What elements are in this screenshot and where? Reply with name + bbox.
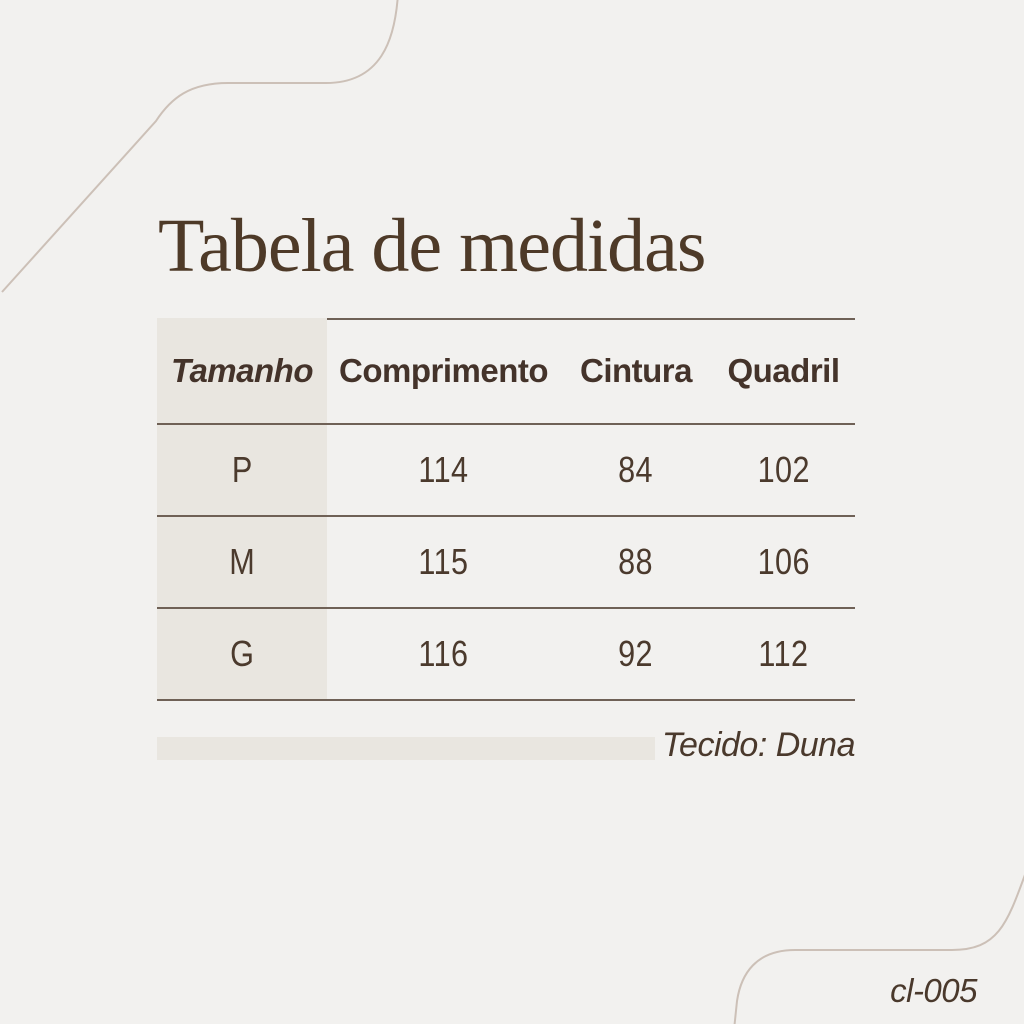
size-label: G	[229, 633, 255, 674]
measurements-table	[157, 318, 855, 701]
header-label-cintura: Cintura	[580, 351, 692, 389]
page-title: Tabela de medidas	[158, 204, 706, 288]
comprimento-value: 114	[418, 449, 469, 490]
header-cell-quadril	[712, 318, 855, 423]
header-cell-tamanho	[157, 318, 327, 423]
comprimento-value: 115	[418, 541, 469, 582]
header-cell-comprimento	[327, 318, 560, 423]
size-label: M	[229, 541, 255, 582]
cintura-value: 88	[618, 541, 654, 582]
table-row-g	[157, 609, 855, 701]
header-cell-cintura	[560, 318, 712, 423]
size-cell	[157, 517, 327, 607]
size-label: P	[231, 449, 253, 490]
fabric-accent-bar	[157, 737, 655, 760]
cintura-cell	[560, 425, 712, 515]
header-label-tamanho: Tamanho	[171, 351, 313, 389]
quadril-cell	[712, 425, 855, 515]
table-row-p	[157, 425, 855, 517]
quadril-cell	[712, 517, 855, 607]
size-cell	[157, 425, 327, 515]
table-header-row	[157, 318, 855, 425]
table-row-m	[157, 517, 855, 609]
cintura-cell	[560, 517, 712, 607]
quadril-cell	[712, 609, 855, 699]
header-label-comprimento: Comprimento	[339, 351, 548, 389]
cintura-cell	[560, 609, 712, 699]
quadril-value: 106	[757, 541, 810, 582]
table-top-border	[327, 318, 855, 320]
cintura-value: 92	[618, 633, 654, 674]
product-code: cl-005	[890, 972, 977, 1009]
comprimento-cell	[327, 517, 560, 607]
comprimento-cell	[327, 609, 560, 699]
bottom-right-curve-line	[734, 872, 1024, 1024]
comprimento-cell	[327, 425, 560, 515]
header-label-quadril: Quadril	[727, 351, 840, 389]
comprimento-value: 116	[418, 633, 469, 674]
quadril-value: 102	[757, 449, 810, 490]
fabric-note: Tecido: Duna	[661, 726, 855, 764]
size-cell	[157, 609, 327, 699]
quadril-value: 112	[758, 633, 809, 674]
cintura-value: 84	[618, 449, 654, 490]
